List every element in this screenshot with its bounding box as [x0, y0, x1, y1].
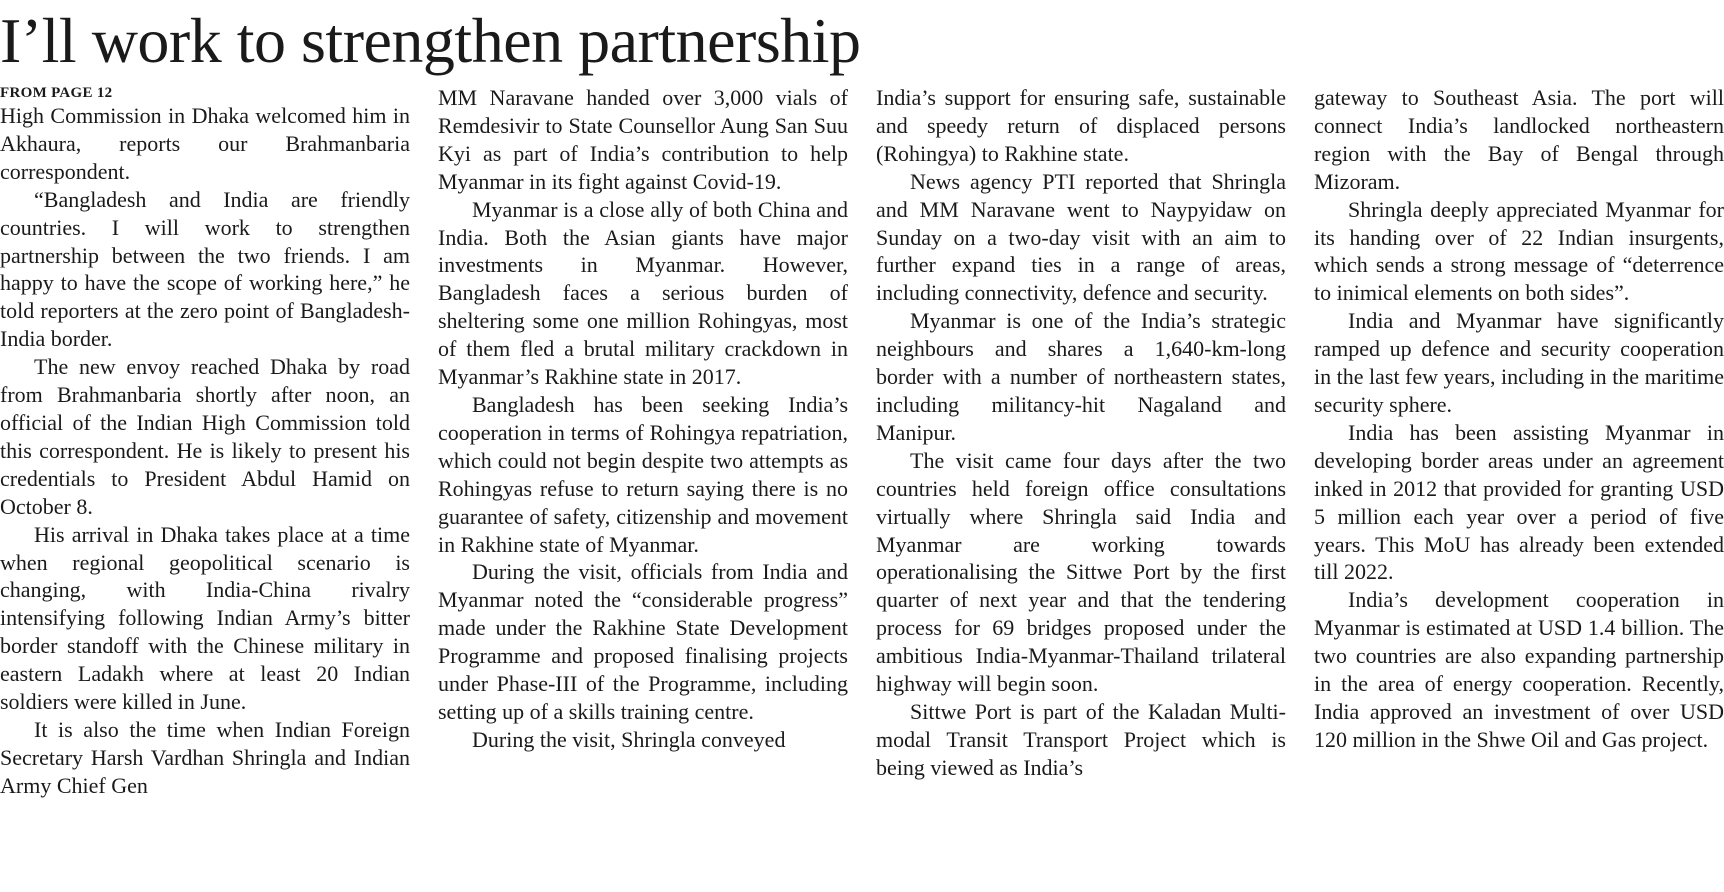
paragraph: gateway to Southeast Asia. The port will connect India’s landlocked northeastern region with the Bay of Bengal through Mizoram.: [1314, 85, 1724, 194]
paragraph: India has been assisting Myanmar in developing border areas under an agreement inked in 2012 that provided for granting USD 5 million each year over a period of five years. This MoU has already been extended till 2022.: [1314, 419, 1724, 585]
paragraph: “Bangladesh and India are friendly countries. I will work to strengthen partnership between the two friends. I am happy to have the scope of working here,” he told reporters at the zero point of Bangladesh-India border.: [0, 186, 410, 352]
paragraph: The new envoy reached Dhaka by road from Brahmanbaria shortly after noon, an official of the Indian High Commission told this correspondent. He is likely to present his credentials to President Abdul Hamid on October 8.: [0, 354, 410, 519]
jump-line: FROM PAGE 12: [0, 85, 113, 101]
paragraph: The visit came four days after the two countries held foreign office consultations virtually where Shringla said India and Myanmar are working towards operationalising the Sittwe Port by the first quarter of next year and that the tendering process for 69 bridges proposed under the ambitious India-Myanmar-Thailand trilateral highway will begin soon.: [876, 447, 1286, 697]
paragraph: Bangladesh has been seeking India’s cooperation in terms of Rohingya repatriation, which could not begin despite two attempts as Rohingyas refuse to return saying there is no guarantee of safety, citizenship and movement in Rakhine state of Myanmar.: [438, 391, 848, 557]
headline: I’ll work to strengthen partnership: [0, 5, 861, 76]
paragraph: India’s development cooperation in Myanmar is estimated at USD 1.4 billion. The two countries are also expanding partnership in the area of energy cooperation. Recently, India approved an investment of over USD 120 million in the Shwe Oil and Gas project.: [1314, 587, 1724, 752]
paragraph: Myanmar is a close ally of both China and India. Both the Asian giants have major investments in Myanmar. However, Bangladesh faces a serious burden of sheltering some one million Rohingyas, most of them fled a brutal military crackdown in Myanmar’s Rakhine state in 2017.: [438, 196, 848, 390]
paragraph: India’s support for ensuring safe, sustainable and speedy return of displaced persons (Rohingya) to Rakhine state.: [876, 85, 1286, 166]
paragraph: Shringla deeply appreciated Myanmar for its handing over of 22 Indian insurgents, which sends a strong message of “deterrence to inimical elements on both sides”.: [1314, 196, 1724, 306]
article-column-2: [438, 84, 848, 754]
paragraph: During the visit, Shringla conveyed: [472, 726, 786, 752]
paragraph: His arrival in Dhaka takes place at a time when regional geopolitical scenario is changing, with India-China rivalry intensifying following Indian Army’s bitter border standoff with the Chinese military in eastern Ladakh where at least 20 Indian soldiers were killed in June.: [0, 521, 410, 715]
paragraph: During the visit, officials from India and Myanmar noted the “considerable progress” made under the Rakhine State Development Programme and proposed finalising projects under Phase-III of the Programme, including setting up of a skills training centre.: [438, 559, 848, 724]
article-column-4: [1314, 84, 1724, 754]
article-column-1: [0, 84, 410, 800]
paragraph: It is also the time when Indian Foreign Secretary Harsh Vardhan Shringla and Indian Army Chief Gen: [0, 716, 410, 798]
paragraph: MM Naravane handed over 3,000 vials of Remdesivir to State Counsellor Aung San Suu Kyi as part of India’s contribution to help Myanmar in its fight against Covid-19.: [438, 85, 848, 194]
paragraph: India and Myanmar have significantly ramped up defence and security cooperation in the last few years, including in the maritime security sphere.: [1314, 308, 1724, 417]
article-column-3: [876, 84, 1286, 782]
paragraph: Sittwe Port is part of the Kaladan Multi-modal Transit Transport Project which is being viewed as India’s: [876, 698, 1286, 780]
paragraph: News agency PTI reported that Shringla and MM Naravane went to Naypyidaw on Sunday on a two-day visit with an aim to further expand ties in a range of areas, including connectivity, defence and security.: [876, 168, 1286, 306]
paragraph: Myanmar is one of the India’s strategic neighbours and shares a 1,640-km-long border with a number of northeastern states, including militancy-hit Nagaland and Manipur.: [876, 308, 1286, 445]
paragraph: High Commission in Dhaka welcomed him in Akhaura, reports our Brahmanbaria correspondent.: [0, 103, 410, 184]
